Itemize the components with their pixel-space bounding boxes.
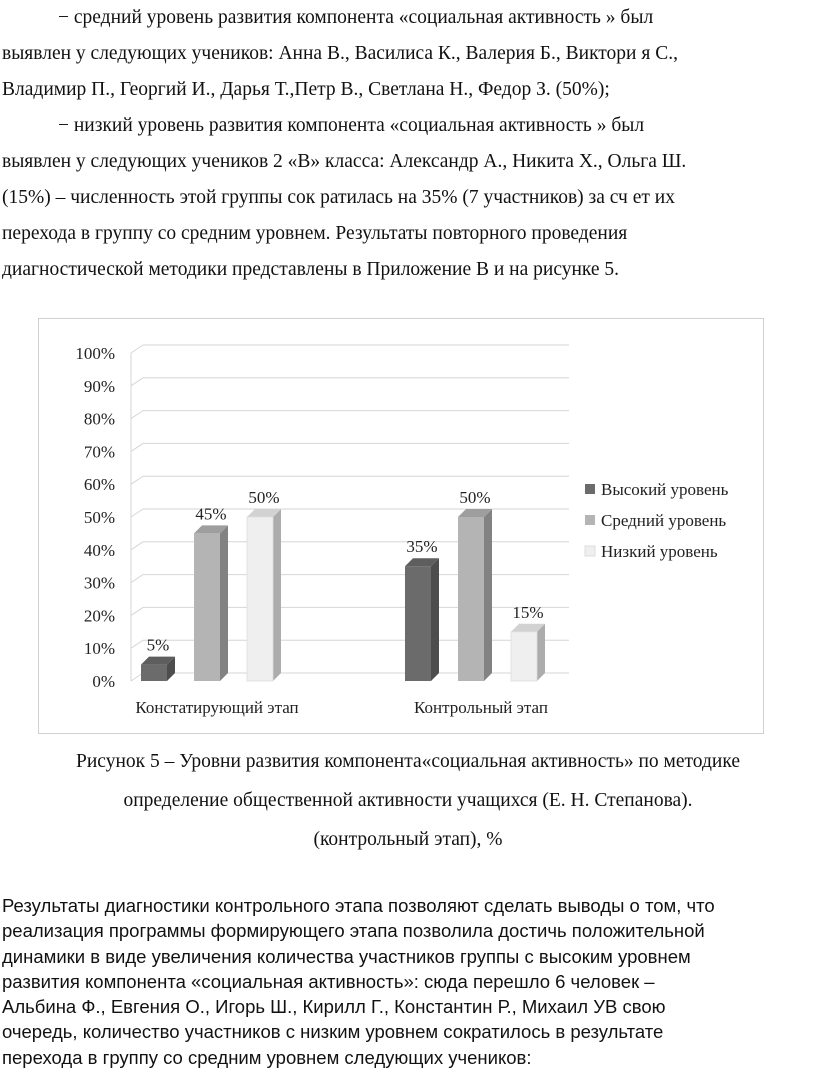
bar bbox=[247, 517, 273, 681]
legend-swatch bbox=[585, 546, 595, 556]
bar-side bbox=[273, 509, 281, 681]
text-line: развития компонента «социальная активность»: сюда перешло 6 человек – bbox=[2, 970, 655, 992]
gridline bbox=[131, 345, 569, 353]
text-line: (15%) – численность этой группы сок ратилась на 35% (7 участников) за сч ет их bbox=[2, 187, 675, 208]
legend-label: Средний уровень bbox=[601, 511, 727, 530]
text-line: Владимир П., Георгий И., Дарья Т.,Петр В., Светлана Н., Федор З. (50%); bbox=[2, 79, 610, 100]
text-line: выявлен у следующих учеников: Анна В., Василиса К., Валерия Б., Виктори я С., bbox=[2, 43, 678, 64]
legend-swatch bbox=[585, 484, 595, 494]
y-tick-label: 10% bbox=[83, 639, 115, 659]
text-line: диагностической методики представлены в Приложение В и на рисунке 5. bbox=[2, 259, 620, 280]
legend-swatch bbox=[585, 515, 595, 525]
top-paragraphs bbox=[2, 0, 814, 288]
bar bbox=[194, 533, 220, 681]
bar-side bbox=[431, 558, 439, 681]
gridline bbox=[131, 411, 569, 419]
y-tick-label: 100% bbox=[75, 344, 115, 363]
figure-caption-line-2: определение общественной активности учащихся (Е. Н. Степанова). bbox=[123, 790, 693, 811]
text-line: − низкий уровень развития компонента «социальная активность » был bbox=[58, 115, 645, 136]
chart-canvas bbox=[39, 319, 763, 733]
x-category-label: Контрольный этап bbox=[414, 698, 548, 717]
data-label: 15% bbox=[512, 602, 544, 622]
legend-label: Высокий уровень bbox=[601, 480, 729, 499]
text-line: Результаты диагностики контрольного этапа позволяют сделать выводы о том, что bbox=[2, 895, 715, 916]
y-tick-label: 0% bbox=[92, 672, 115, 691]
text-line: выявлен у следующих учеников 2 «В» класса: Александр А., Никита Х., Ольга Ш. bbox=[2, 151, 687, 172]
data-label: 5% bbox=[146, 635, 170, 655]
x-axis-categories bbox=[135, 698, 548, 717]
y-tick-label: 60% bbox=[83, 475, 115, 495]
gridline bbox=[131, 443, 569, 451]
data-label: 50% bbox=[248, 488, 280, 507]
y-tick-label: 20% bbox=[83, 606, 115, 626]
text-line: реализация программы формирующего этапа позволила достичь положительной bbox=[2, 920, 705, 942]
bar-side bbox=[220, 525, 228, 681]
text-line: перехода в группу со средним уровнем. Результаты повторного проведения bbox=[2, 223, 628, 244]
y-axis-ticks bbox=[75, 344, 115, 691]
figure-caption-line-3: (контрольный этап), % bbox=[313, 829, 503, 850]
y-tick-label: 30% bbox=[83, 573, 115, 593]
text-line: динамики в виде увеличения количества участников группы с высоким уровнем bbox=[2, 945, 691, 967]
bar bbox=[458, 517, 484, 681]
bar-side bbox=[484, 509, 492, 681]
x-category-label: Констатирующий этап bbox=[135, 698, 299, 717]
bars bbox=[141, 509, 545, 681]
y-tick-label: 40% bbox=[83, 540, 115, 560]
y-tick-label: 50% bbox=[83, 508, 115, 527]
gridline bbox=[131, 476, 569, 484]
y-tick-label: 90% bbox=[83, 376, 115, 396]
bar bbox=[141, 665, 167, 681]
text-line: Альбина Ф., Евгения О., Игорь Ш., Кирилл Г., Константин Р., Михаил УВ свою bbox=[2, 996, 666, 1018]
text-line: очередь, количество участников с низким уровнем сократилось в результате bbox=[2, 1021, 664, 1043]
text-line: перехода в группу со средним уровнем следующих учеников: bbox=[2, 1046, 532, 1068]
text-line: − средний уровень развития компонента «социальная активность » был bbox=[58, 7, 654, 28]
bar bbox=[405, 566, 431, 681]
data-label: 35% bbox=[406, 537, 438, 557]
gridline bbox=[131, 378, 569, 386]
figure-caption-line-1: Рисунок 5 – Уровни развития компонента«социальная активность» по методике bbox=[76, 751, 740, 772]
bar bbox=[511, 632, 537, 681]
bar-chart bbox=[38, 318, 764, 734]
bar-side bbox=[537, 624, 545, 681]
y-tick-label: 70% bbox=[83, 442, 115, 462]
data-label: 50% bbox=[459, 488, 491, 507]
data-label: 45% bbox=[195, 504, 227, 524]
y-tick-label: 80% bbox=[83, 409, 115, 429]
legend bbox=[585, 480, 729, 561]
bottom-paragraph bbox=[2, 893, 816, 1070]
legend-label: Низкий уровень bbox=[601, 542, 718, 561]
